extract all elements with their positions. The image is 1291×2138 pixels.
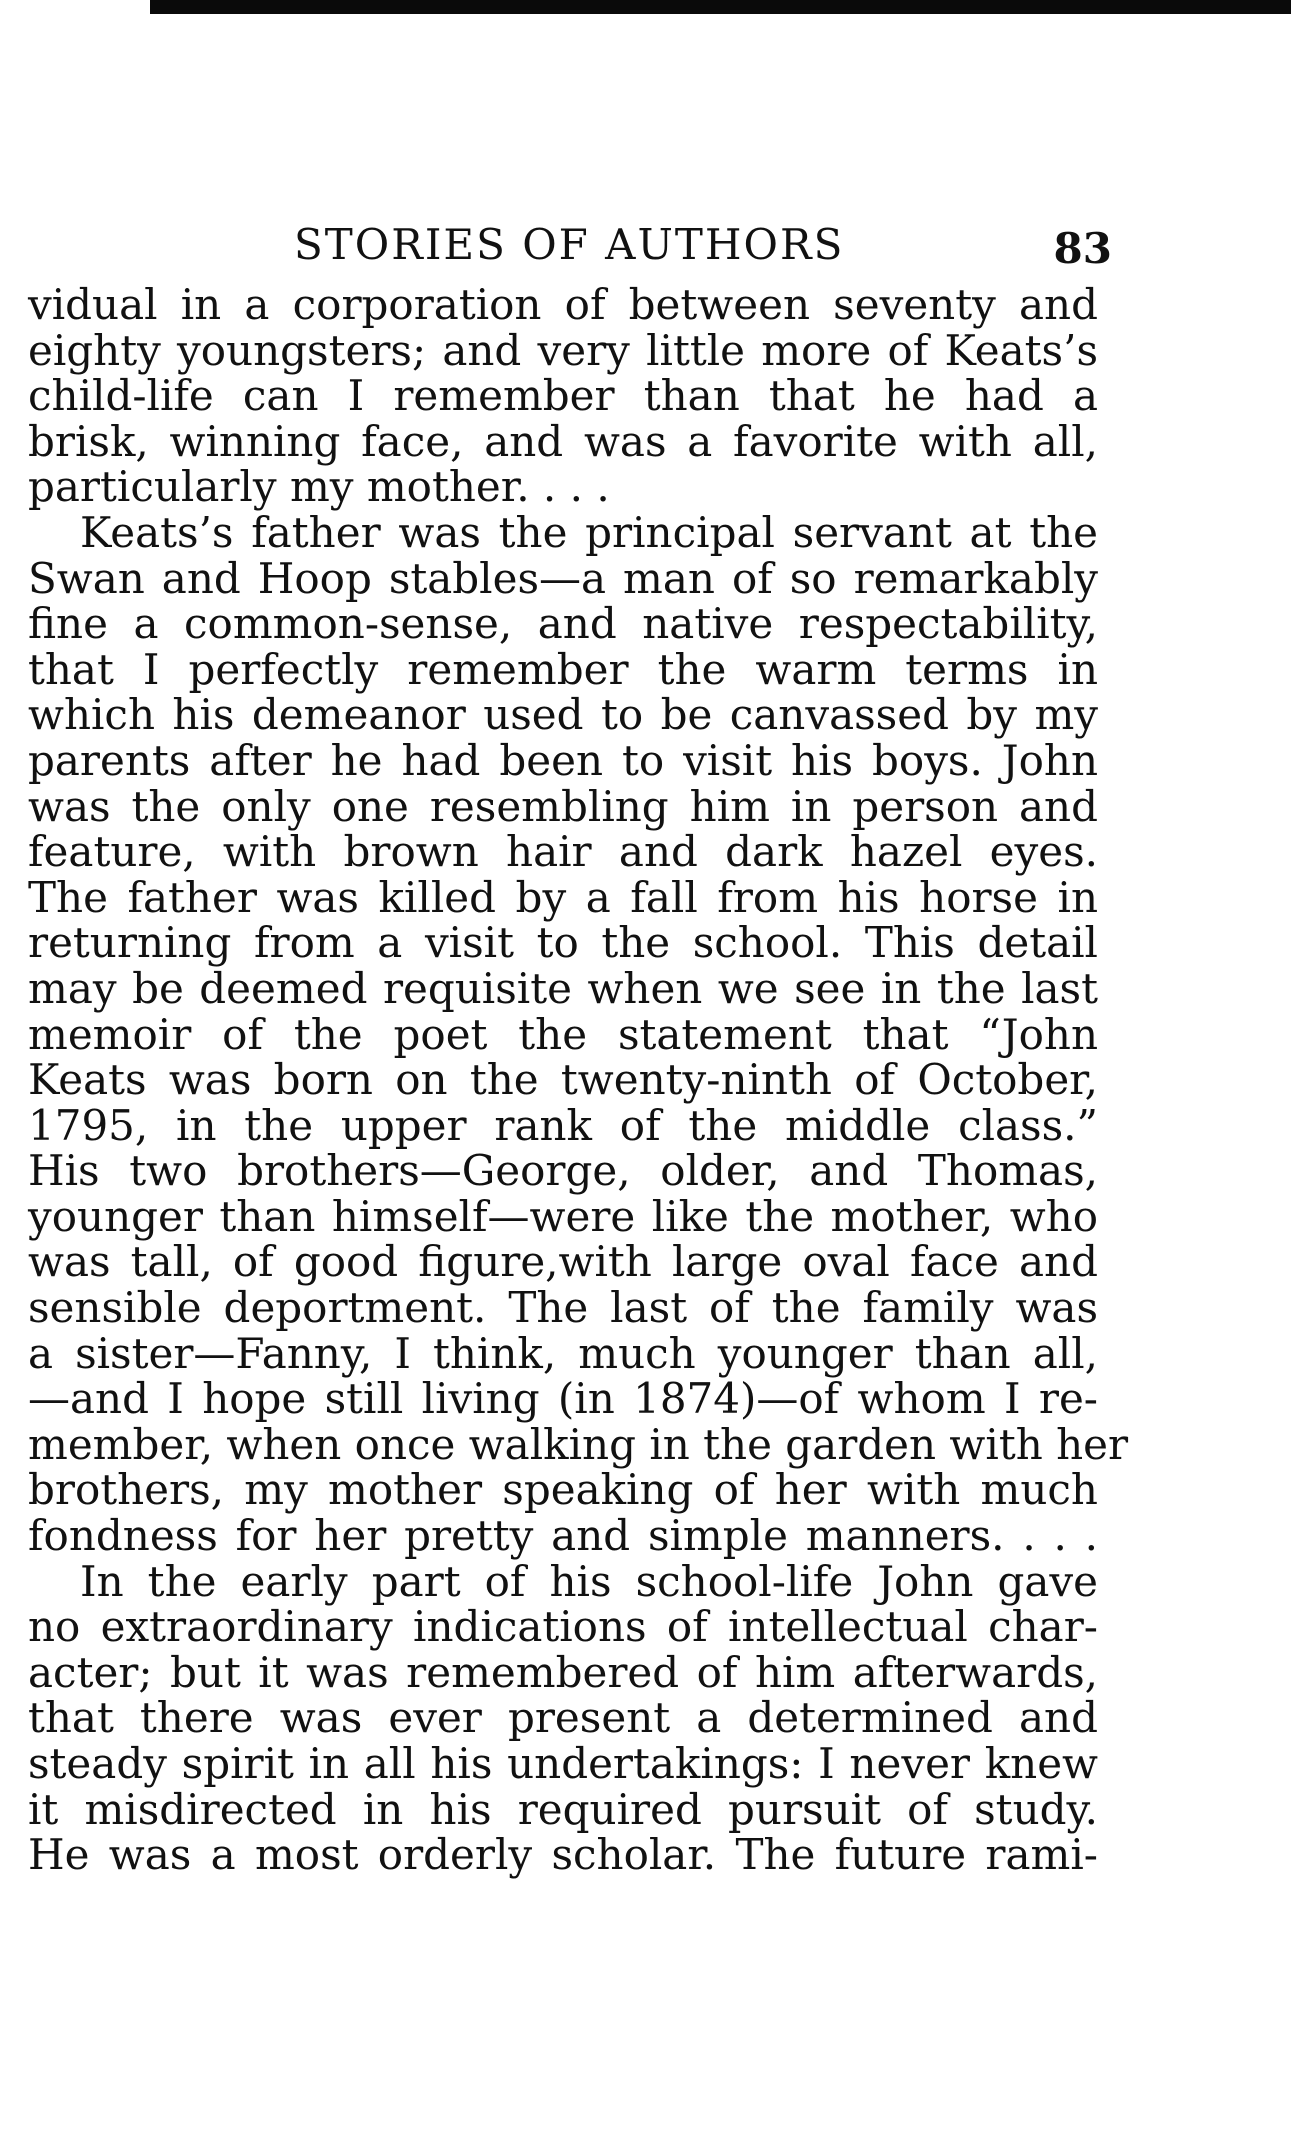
text-line: Keats was born on the twenty-ninth of October,	[28, 1055, 1098, 1105]
text-line: eighty youngsters; and very little more of Keats’s	[28, 325, 1098, 375]
page-number: 83	[1053, 224, 1112, 273]
text-line: sensible deportment. The last of the family was	[28, 1283, 1098, 1333]
text-line: In the early part of his school-life John gave	[80, 1556, 1098, 1606]
book-page	[28, 218, 1129, 1880]
text-line: fondness for her pretty and simple manners. . . .	[28, 1511, 1098, 1561]
text-line: no extraordinary indications of intellectual char-	[28, 1602, 1098, 1652]
text-line: He was a most orderly scholar. The future rami-	[28, 1830, 1098, 1880]
text-line: that there was ever present a determined and	[28, 1693, 1098, 1743]
text-line: parents after he had been to visit his boys. John	[28, 735, 1098, 785]
text-line: it misdirected in his required pursuit of study.	[28, 1784, 1098, 1834]
text-line: a sister—Fanny, I think, much younger than all,	[28, 1328, 1098, 1378]
text-line: steady spirit in all his undertakings: I never knew	[28, 1739, 1098, 1788]
text-line: acter; but it was remembered of him afterwards,	[28, 1647, 1098, 1697]
text-line: was the only one resembling him in person and	[28, 781, 1098, 831]
text-line: vidual in a corporation of between seventy and	[28, 280, 1098, 329]
running-header	[28, 218, 1112, 282]
text-line: particularly my mother. . . .	[28, 462, 610, 512]
text-line: feature, with brown hair and dark hazel eyes.	[28, 827, 1098, 877]
text-line: returning from a visit to the school. This detail	[28, 918, 1098, 968]
running-title: STORIES OF AUTHORS	[294, 220, 845, 269]
body-text	[28, 280, 1129, 1880]
top-edge-rule	[150, 0, 1291, 14]
text-line: was tall, of good figure,with large oval face and	[28, 1237, 1098, 1287]
text-line: —and I hope still living (in 1874)—of whom I re-	[28, 1374, 1098, 1424]
text-line: Keats’s father was the principal servant at the	[80, 507, 1098, 557]
text-line: 1795, in the upper rank of the middle class.”	[28, 1100, 1098, 1150]
text-line: brothers, my mother speaking of her with much	[28, 1465, 1098, 1515]
text-line: Swan and Hoop stables—a man of so remarkably	[28, 553, 1098, 603]
text-line: child-life can I remember than that he had a	[28, 371, 1098, 421]
text-line: fine a common-sense, and native respectability,	[28, 599, 1098, 649]
text-line: member, when once walking in the garden with her	[28, 1419, 1129, 1469]
text-line: memoir of the poet the statement that “John	[28, 1009, 1098, 1059]
text-line: younger than himself—were like the mother, who	[28, 1191, 1098, 1241]
text-line: His two brothers—George, older, and Thomas,	[28, 1146, 1098, 1196]
text-line: which his demeanor used to be canvassed by my	[28, 690, 1098, 740]
text-line: that I perfectly remember the warm terms in	[28, 644, 1098, 694]
text-line: may be deemed requisite when we see in the last	[28, 963, 1098, 1013]
text-line: brisk, winning face, and was a favorite with all,	[28, 416, 1098, 466]
text-line: The father was killed by a fall from his horse in	[28, 872, 1098, 922]
